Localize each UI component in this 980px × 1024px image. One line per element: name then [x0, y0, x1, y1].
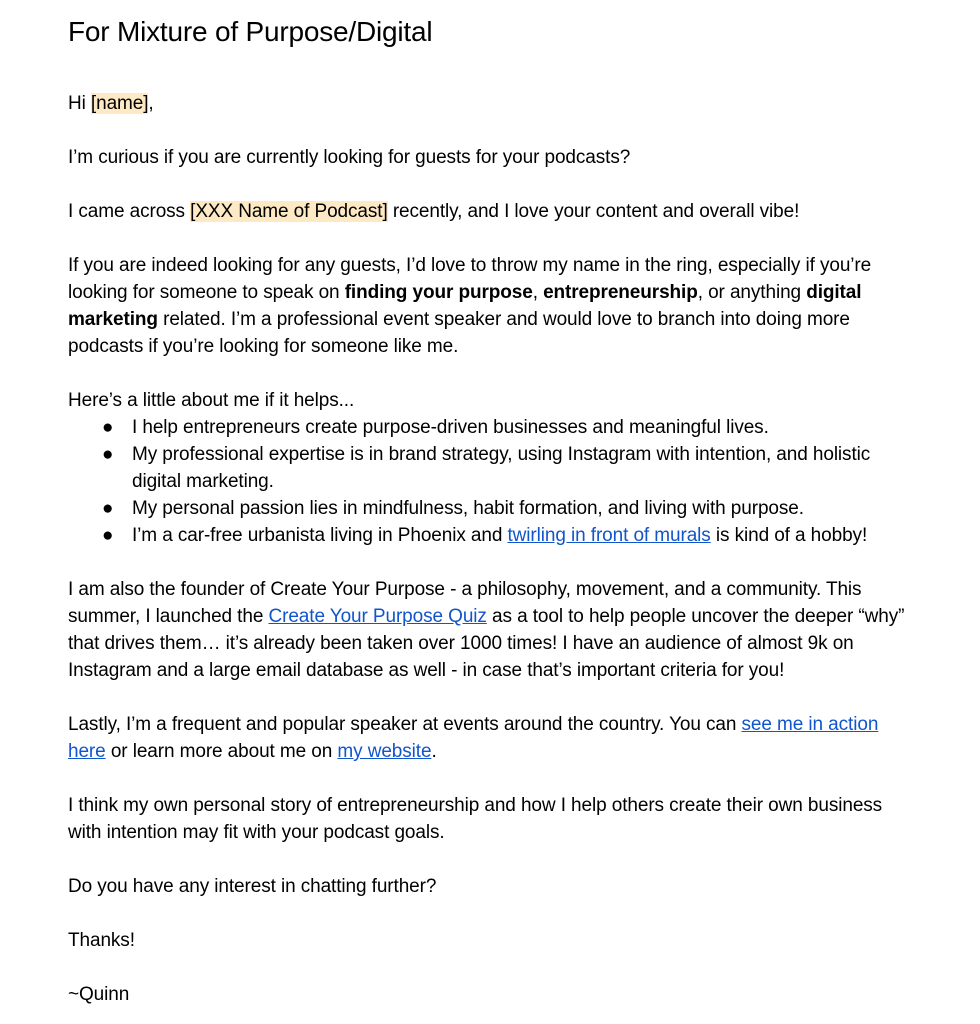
list-item-text: My personal passion lies in mindfulness, habit formation, and living with purpose. [132, 498, 804, 519]
list-item [68, 495, 920, 522]
greeting-suffix: , [148, 93, 154, 114]
bullet-icon: ● [102, 444, 114, 465]
list-item [68, 414, 920, 441]
list-item [68, 441, 920, 495]
came-suffix: recently, and I love your content and overall vibe! [387, 201, 800, 222]
founder-text-2: as a tool to help people uncover the deeper “why” that drives them… it’s already been taken over 1000 times! I have an audience of almost 9k on Instagram and a large email database as well - in case that’s important criteria for you! [68, 606, 905, 681]
list-item [68, 522, 920, 549]
bullet-icon: ● [102, 498, 114, 519]
name-placeholder: [name] [90, 93, 149, 114]
founder-paragraph [68, 576, 920, 684]
topic-digital-marketing: digital marketing [68, 282, 862, 330]
bullet-icon: ● [102, 525, 114, 546]
list-item-text-suffix: is kind of a hobby! [710, 525, 868, 546]
action-link[interactable]: see me in action here [68, 714, 879, 762]
lastly-paragraph [68, 711, 920, 765]
story-paragraph: I think my own personal story of entrepreneurship and how I help others create their own business with intention may fit with your podcast goals. [68, 795, 883, 843]
list-item-text: I’m a car-free urbanista living in Phoenix and [132, 525, 508, 546]
podcast-name-placeholder: [XXX Name of Podcast] [190, 201, 388, 222]
came-across-paragraph [68, 198, 920, 225]
about-intro: Here’s a little about me if it helps... [68, 390, 355, 411]
quiz-link[interactable]: Create Your Purpose Quiz [268, 606, 487, 627]
came-prefix: I came across [68, 201, 191, 222]
guests-paragraph [68, 252, 920, 360]
murals-link[interactable]: twirling in front of murals [507, 525, 711, 546]
thanks-paragraph: Thanks! [68, 930, 135, 951]
guests-text-3: , or anything [697, 282, 807, 303]
about-list [68, 414, 920, 549]
signature: ~Quinn [68, 984, 130, 1005]
founder-text-1: I am also the founder of Create Your Purpose - a philosophy, movement, and a community. This summer, I launched the [68, 579, 862, 627]
bullet-icon: ● [102, 417, 114, 438]
guests-text-4: related. I’m a professional event speaker and would love to branch into doing more podcasts if you’re looking for someone like me. [68, 309, 850, 357]
topic-entrepreneurship: entrepreneurship [543, 282, 698, 303]
page-title: For Mixture of Purpose/Digital [68, 16, 433, 47]
lastly-text-3: . [431, 741, 437, 762]
topic-purpose: finding your purpose [344, 282, 533, 303]
greeting-paragraph [68, 90, 920, 117]
guests-text-2: , [532, 282, 544, 303]
curious-paragraph: I’m curious if you are currently looking for guests for your podcasts? [68, 147, 631, 168]
greeting-prefix: Hi [68, 93, 91, 114]
lastly-text-1: Lastly, I’m a frequent and popular speaker at events around the country. You can [68, 714, 742, 735]
interest-paragraph: Do you have any interest in chatting further? [68, 876, 437, 897]
guests-text-1: If you are indeed looking for any guests, I’d love to throw my name in the ring, especially if you’re looking for someone to speak on [68, 255, 872, 303]
lastly-text-2: or learn more about me on [105, 741, 338, 762]
list-item-text: My professional expertise is in brand strategy, using Instagram with intention, and holistic digital marketing. [132, 444, 871, 492]
list-item-text: I help entrepreneurs create purpose-driven businesses and meaningful lives. [132, 417, 769, 438]
website-link[interactable]: my website [337, 741, 432, 762]
